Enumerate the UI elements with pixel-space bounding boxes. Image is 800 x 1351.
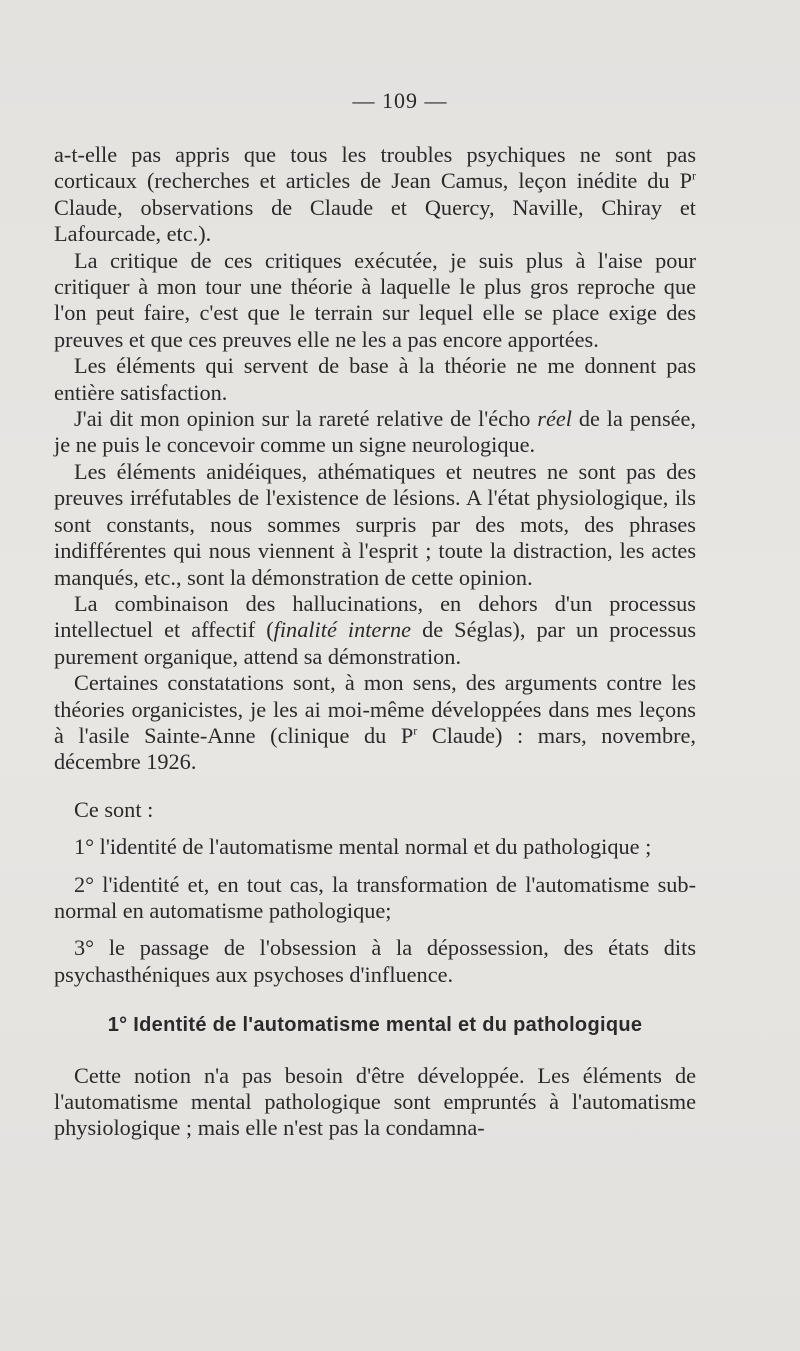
text-run: Certaines constatations sont, à mon sens, des arguments contre les théories organicistes, je les ai moi-même développées dans mes leçons à l'asile Sainte-Anne (clinique du P: [54, 670, 696, 748]
text-run: de la pensée, je ne puis le concevoir comme un signe neurologique.: [54, 406, 696, 458]
text-run: a-t-elle pas appris que tous les troubles psychiques ne sont pas corticaux (recherches et articles de Jean Camus, leçon inédite du P: [54, 142, 696, 194]
list-item: 2° l'identité et, en tout cas, la transformation de l'automatisme sub-normal en automatisme pathologique;: [54, 871, 696, 923]
page-number: — 109 —: [352, 88, 448, 113]
text-run: J'ai dit mon opinion sur la rareté relative de l'écho: [74, 406, 538, 432]
paragraph-continuation: [54, 142, 696, 248]
list-item: 3° le passage de l'obsession à la dépossession, des états dits psychasthéniques aux psychoses d'influence.: [54, 935, 696, 987]
text-run: Claude, observations de Claude et Quercy, Naville, Chiray et Lafourcade, etc.).: [54, 194, 696, 247]
paragraph: La critique de ces critiques exécutée, je suis plus à l'aise pour critiquer à mon tour une théorie à laquelle le plus gros reproche que l'on peut faire, c'est que le terrain sur lequel elle se place exige des preuves et que ces preuves elle ne les a pas encore apportées.: [54, 247, 696, 352]
paragraph: Cette notion n'a pas besoin d'être développée. Les éléments de l'automatisme mental pathologique sont empruntés à l'automatisme physiologique ; mais elle n'est pas la condamna-: [54, 1062, 696, 1141]
section-heading: 1° Identité de l'automatisme mental et du pathologique: [107, 1014, 643, 1037]
italic-text: finalité interne: [273, 617, 412, 643]
text-run: La combinaison des hallucinations, en dehors d'un processus intellectuel et affectif (: [54, 590, 696, 643]
italic-text: réel: [537, 406, 572, 432]
superscript: r: [692, 168, 696, 183]
paragraph: Les éléments qui servent de base à la théorie ne me donnent pas entière satisfaction.: [54, 353, 696, 405]
paragraph: [54, 670, 696, 776]
list-item: 1° l'identité de l'automatisme mental normal et du pathologique ;: [74, 834, 652, 860]
text-run: de Séglas), par un processus purement organique, attend sa démonstration.: [54, 617, 696, 669]
paragraph: Ce sont :: [74, 796, 154, 822]
superscript: r: [413, 723, 418, 738]
body-text: [54, 142, 696, 1142]
paragraph: [54, 591, 696, 670]
paragraph: Les éléments anidéiques, athématiques et neutres ne sont pas des preuves irréfutables de l'existence de lésions. A l'état physiologique, ils sont constants, nous sommes surpris par des mots, des phrases indifférentes qui nous viennent à l'esprit ; toute la distraction, les actes manqués, etc., sont la démonstration de cette opinion.: [54, 458, 696, 590]
paragraph: [54, 406, 696, 459]
text-run: Claude) : mars, novembre, décembre 1926.: [54, 722, 696, 775]
